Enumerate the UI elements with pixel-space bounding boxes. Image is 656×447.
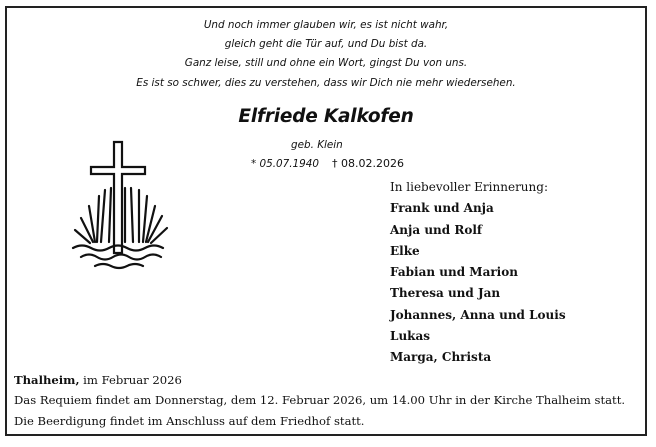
mourner-name: Theresa und Jan — [390, 286, 501, 301]
death-date: † 08.02.2026 — [332, 157, 404, 170]
mourner-name: Frank und Anja — [390, 201, 494, 216]
poem-line: gleich geht die Tür auf, und Du bist da. — [224, 38, 428, 51]
mourner-name: Elke — [390, 243, 420, 258]
poem — [7, 16, 645, 93]
mourner-name: Lukas — [390, 329, 431, 344]
place: Thalheim, — [14, 373, 80, 387]
poem-line: Es ist so schwer, dies zu verstehen, dass wir Dich nie mehr wiedersehen. — [136, 76, 516, 89]
burial-note: Die Beerdigung findet im Anschluss auf dem Friedhof statt. — [14, 413, 365, 428]
deceased-name: Elfriede Kalkofen — [238, 106, 414, 127]
mourner-name: Anja und Rolf — [390, 222, 483, 237]
mourner-name: Fabian und Marion — [390, 265, 518, 280]
cross-with-sun-and-waves-icon — [59, 130, 179, 270]
mourners-list — [390, 177, 566, 369]
footer — [14, 370, 640, 431]
poem-line: Ganz leise, still und ohne ein Wort, gingst Du von uns. — [184, 57, 468, 70]
birth-date: * 05.07.1940 — [251, 158, 319, 170]
maiden-name: geb. Klein — [291, 139, 343, 151]
requiem-note: Das Requiem findet am Donnerstag, dem 12. Februar 2026, um 14.00 Uhr in der Kirche Thalheim statt. — [14, 393, 626, 408]
mourners-intro: In liebevoller Erinnerung: — [390, 180, 548, 194]
date-text: im Februar 2026 — [79, 373, 182, 387]
obituary-frame — [5, 6, 647, 436]
poem-line: Und noch immer glauben wir, es ist nicht wahr, — [203, 19, 449, 31]
mourner-name: Johannes, Anna und Louis — [390, 307, 566, 322]
place-date-line — [14, 370, 640, 390]
mourner-name: Marga, Christa — [390, 350, 492, 365]
